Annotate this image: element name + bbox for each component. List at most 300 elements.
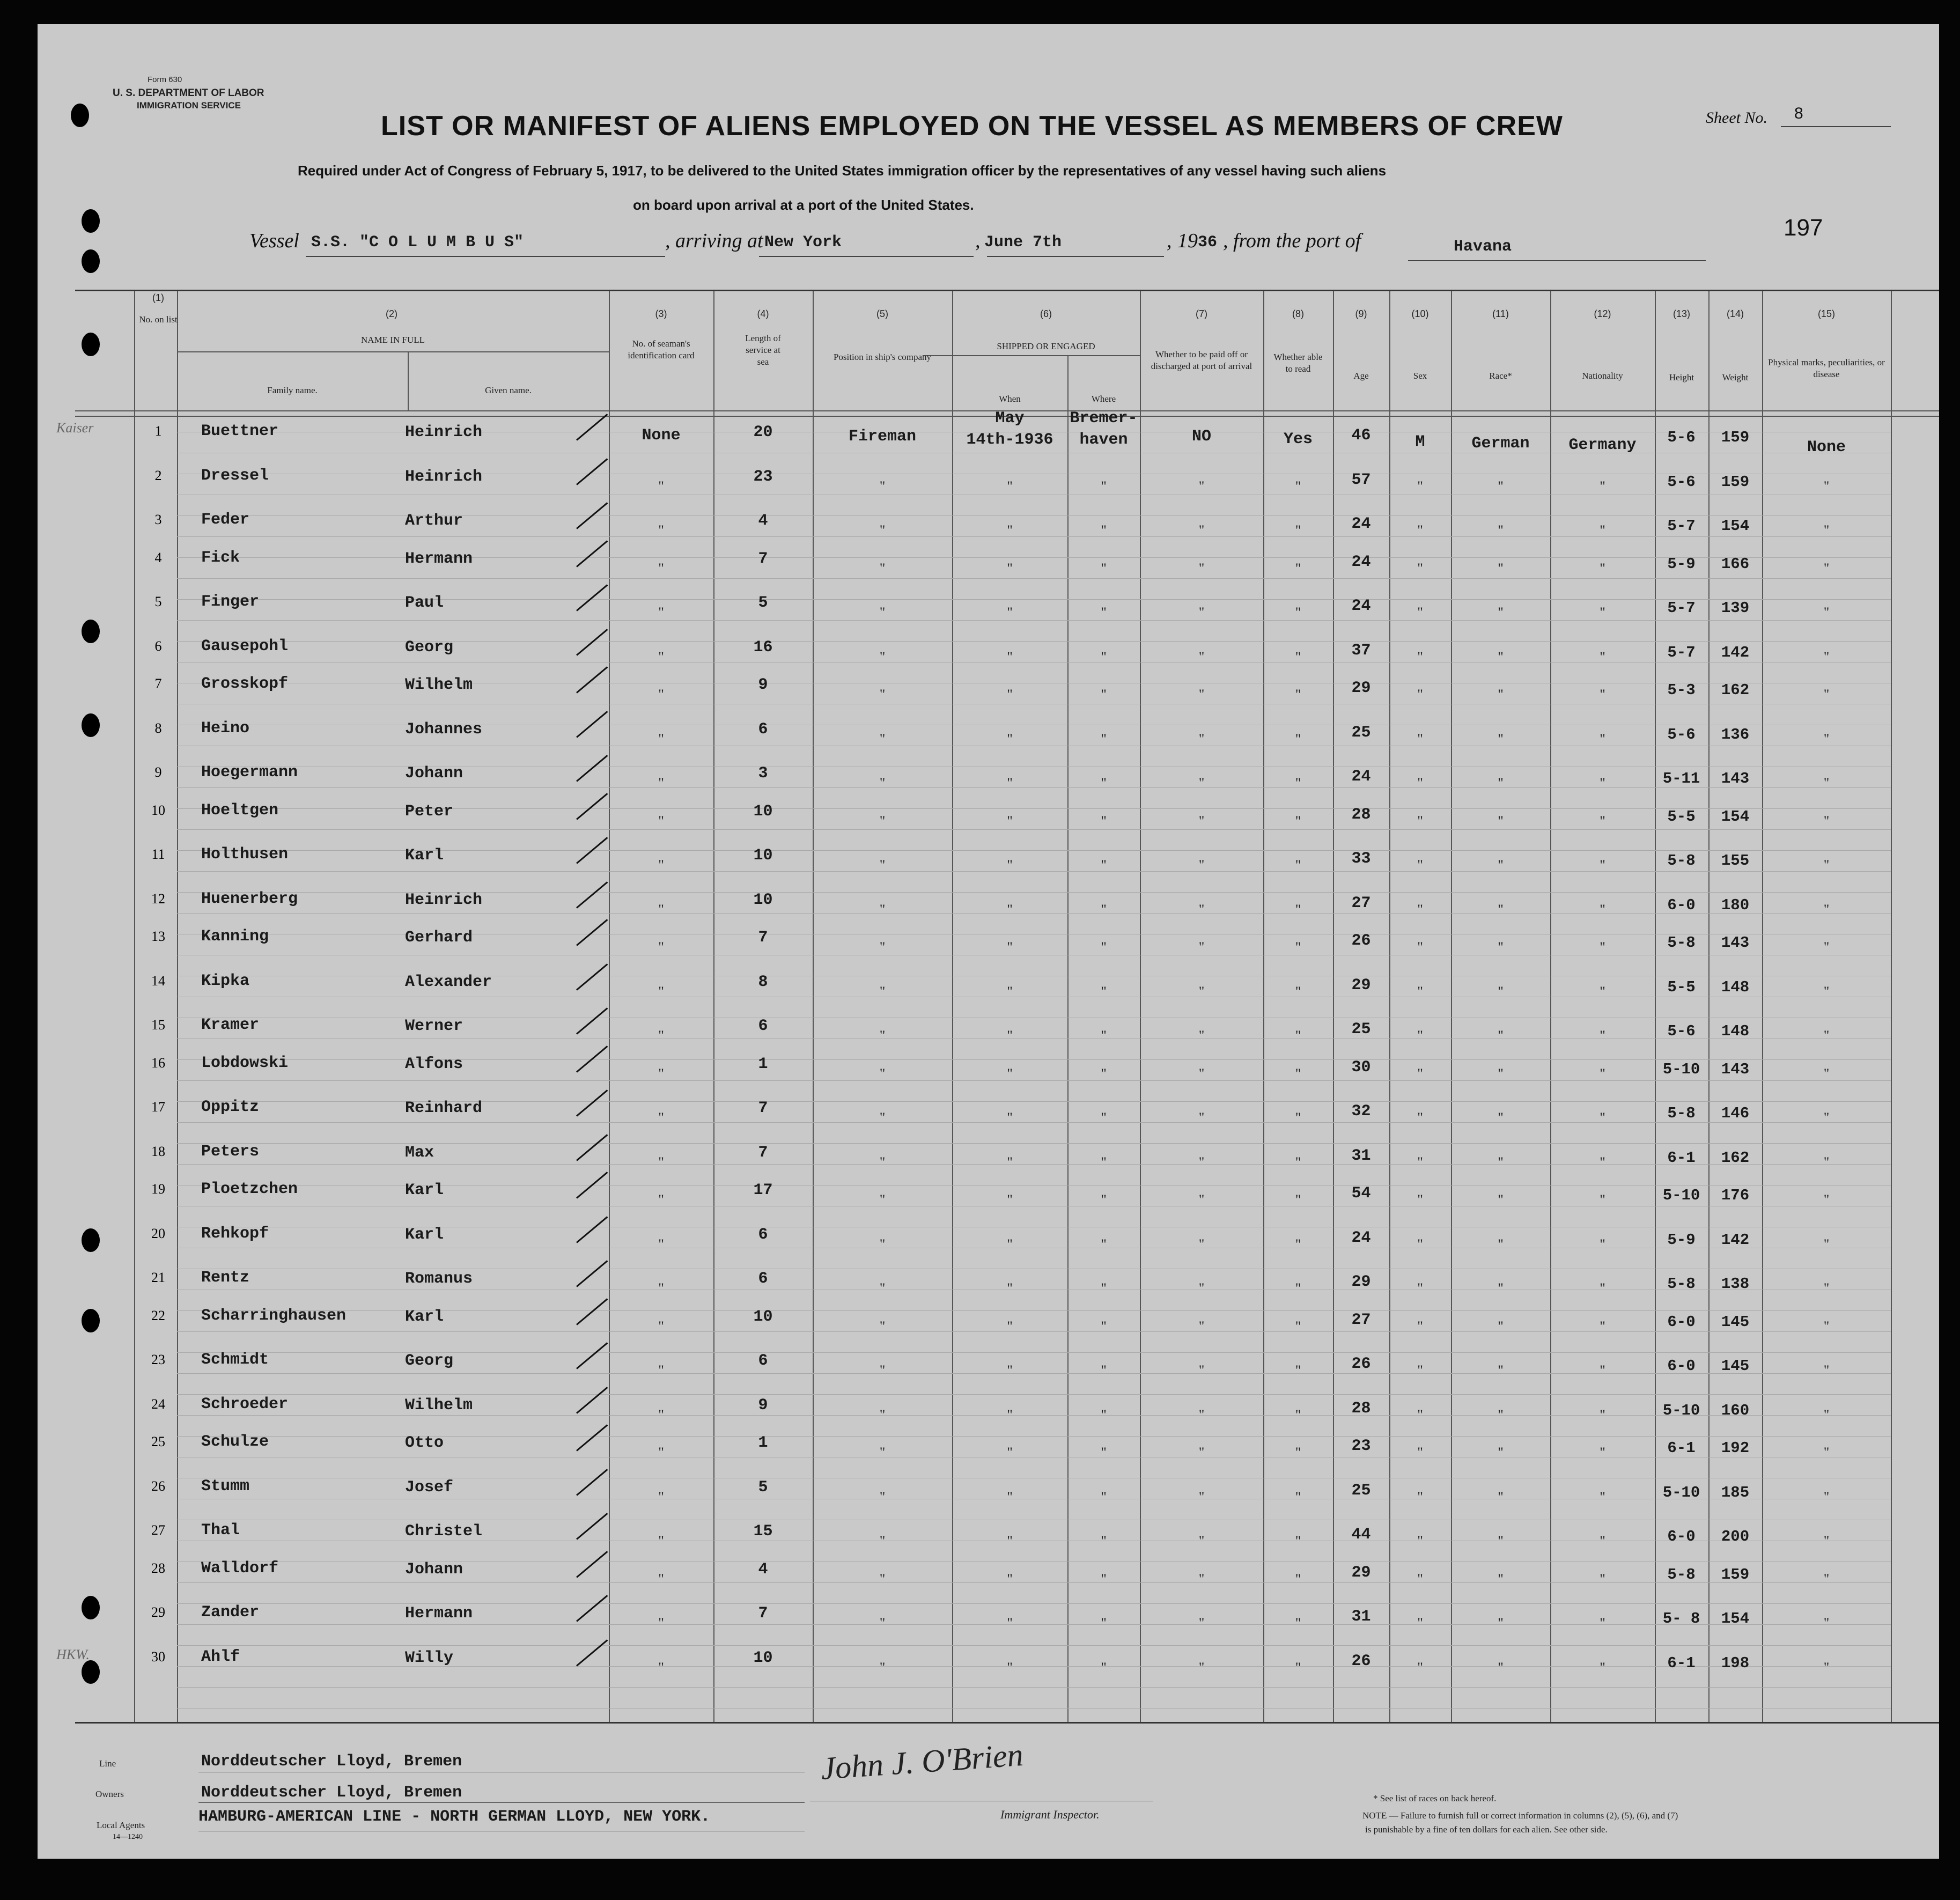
ditto-mark-race: ": [1498, 605, 1504, 620]
ditto-mark-when: ": [1007, 902, 1013, 917]
ditto-mark-sex: ": [1417, 561, 1423, 576]
ditto-mark-nationality: ": [1600, 1489, 1605, 1505]
ditto-mark-nationality: ": [1600, 984, 1605, 999]
service-length: 1: [758, 1434, 768, 1452]
agents-code: 14—1240: [113, 1833, 143, 1841]
ditto-mark-sex: ": [1417, 522, 1423, 538]
ditto-mark-sex: ": [1417, 1319, 1423, 1334]
ditto-mark-where: ": [1101, 1660, 1107, 1675]
given-name: Max: [405, 1144, 434, 1162]
family-name: Fick: [201, 549, 240, 567]
family-name: Schmidt: [201, 1351, 269, 1369]
row-number: 2: [154, 468, 162, 483]
ditto-mark-physical: ": [1823, 1407, 1830, 1423]
col-head-paid-off: Whether to be paid off or discharged at port of arrival: [1151, 349, 1252, 371]
ditto-mark-where: ": [1101, 1319, 1107, 1334]
ruled-line: [177, 829, 1891, 830]
age: 26: [1351, 932, 1371, 950]
service-length: 5: [758, 594, 768, 612]
age: 23: [1351, 1437, 1371, 1455]
row-number: 3: [154, 512, 162, 527]
ditto-mark-physical: ": [1823, 478, 1830, 494]
service-length: 10: [753, 1649, 773, 1667]
given-name: Heinrich: [405, 468, 483, 486]
ditto-mark-read: ": [1295, 1407, 1301, 1423]
col-num-2: (2): [386, 308, 397, 319]
row-number: 10: [151, 802, 165, 818]
column-divider: [609, 291, 610, 1722]
ditto-mark-where: ": [1101, 1533, 1107, 1549]
ditto-mark-physical: ": [1823, 1615, 1830, 1631]
given-name: Paul: [405, 594, 444, 612]
ditto-mark-where: ": [1101, 1363, 1107, 1378]
table-bottom-border: [75, 1722, 1939, 1724]
ditto-mark-when: ": [1007, 1660, 1013, 1675]
given-name: Karl: [405, 846, 444, 865]
height: 6-1: [1667, 1149, 1696, 1167]
height: 6-0: [1667, 1528, 1696, 1545]
ditto-mark-where: ": [1101, 1280, 1107, 1296]
ditto-mark-position: ": [879, 649, 886, 665]
ditto-mark-read: ": [1295, 1028, 1301, 1043]
ditto-mark-id: ": [658, 1489, 664, 1505]
ditto-mark-where: ": [1101, 775, 1107, 791]
ditto-mark-where: ": [1101, 902, 1107, 917]
weight: 148: [1721, 978, 1750, 996]
ditto-mark-paid: ": [1198, 775, 1205, 791]
fine-note-2: is punishable by a fine of ten dollars for each alien. See other side.: [1365, 1824, 1608, 1835]
ditto-mark-position: ": [879, 984, 886, 999]
ditto-mark-where: ": [1101, 1407, 1107, 1423]
row-number: 7: [154, 676, 162, 691]
ditto-mark-physical: ": [1823, 605, 1830, 620]
ditto-mark-position: ": [879, 1363, 886, 1378]
row1-sex: M: [1415, 433, 1425, 451]
service-length: 7: [758, 1604, 768, 1623]
ditto-mark-sex: ": [1417, 1533, 1423, 1549]
ditto-mark-race: ": [1498, 1571, 1504, 1587]
weight: 138: [1721, 1275, 1750, 1293]
weight: 142: [1721, 644, 1750, 661]
ditto-mark-sex: ": [1417, 1615, 1423, 1631]
service-length: 7: [758, 1099, 768, 1117]
age: 32: [1351, 1102, 1371, 1121]
row-number: 25: [151, 1434, 165, 1449]
ditto-mark-paid: ": [1198, 1407, 1205, 1423]
col-head-age: Age: [1353, 371, 1369, 381]
check-mark: [576, 458, 608, 485]
ditto-mark-position: ": [879, 939, 886, 955]
ditto-mark-sex: ": [1417, 939, 1423, 955]
ditto-mark-sex: ": [1417, 1192, 1423, 1207]
ditto-mark-where: ": [1101, 1154, 1107, 1170]
height: 5-8: [1667, 1275, 1696, 1293]
height: 5-8: [1667, 1104, 1696, 1122]
height: 6-0: [1667, 896, 1696, 914]
ditto-mark-race: ": [1498, 1660, 1504, 1675]
weight: 142: [1721, 1231, 1750, 1249]
ditto-mark-position: ": [879, 1192, 886, 1207]
ditto-mark-read: ": [1295, 1110, 1301, 1125]
sheet-label: Sheet No.: [1706, 109, 1767, 127]
check-mark: [576, 1551, 608, 1578]
ditto-mark-race: ": [1498, 1110, 1504, 1125]
ditto-mark-race: ": [1498, 1280, 1504, 1296]
weight: 192: [1721, 1439, 1750, 1457]
col-num-3: (3): [655, 308, 667, 319]
ditto-mark-read: ": [1295, 605, 1301, 620]
ditto-mark-id: ": [658, 649, 664, 665]
ditto-mark-nationality: ": [1600, 478, 1605, 494]
ditto-mark-physical: ": [1823, 1110, 1830, 1125]
col-head-id-card: No. of seaman's identification card: [628, 338, 695, 360]
ditto-mark-nationality: ": [1600, 1363, 1605, 1378]
ditto-mark-paid: ": [1198, 813, 1205, 829]
family-name: Heino: [201, 719, 250, 738]
height: 6-0: [1667, 1357, 1696, 1375]
service-length: 10: [753, 891, 773, 909]
height: 5-10: [1662, 1402, 1700, 1419]
service-length: 10: [753, 802, 773, 821]
ditto-mark-where: ": [1101, 605, 1107, 620]
column-divider: [1762, 291, 1763, 1722]
ditto-mark-id: ": [658, 1192, 664, 1207]
ditto-mark-race: ": [1498, 1319, 1504, 1334]
col-num-9: (9): [1355, 308, 1367, 319]
column-divider: [952, 291, 953, 1722]
ditto-mark-when: ": [1007, 731, 1013, 747]
height: 6-0: [1667, 1313, 1696, 1331]
ditto-mark-where: ": [1101, 1192, 1107, 1207]
given-name: Karl: [405, 1308, 444, 1326]
family-name: Lobdowski: [201, 1054, 289, 1072]
age: 30: [1351, 1058, 1371, 1077]
ditto-mark-paid: ": [1198, 731, 1205, 747]
service-length: 7: [758, 1144, 768, 1162]
family-name: Schulze: [201, 1433, 269, 1451]
weight: 154: [1721, 808, 1750, 826]
ditto-mark-read: ": [1295, 1445, 1301, 1460]
ditto-mark-read: ": [1295, 857, 1301, 873]
service-length: 20: [753, 423, 773, 441]
punch-hole: [82, 1596, 100, 1619]
ditto-mark-sex: ": [1417, 813, 1423, 829]
col-head-shipped: SHIPPED OR ENGAGED: [997, 341, 1095, 351]
col-head-nationality: Nationality: [1582, 371, 1623, 381]
ditto-mark-id: ": [658, 561, 664, 576]
ditto-mark-position: ": [879, 1445, 886, 1460]
line-label: Line: [99, 1758, 116, 1769]
ditto-mark-where: ": [1101, 478, 1107, 494]
ditto-mark-paid: ": [1198, 1489, 1205, 1505]
weight: 176: [1721, 1187, 1750, 1204]
col-head-able-read: Whether able to read: [1273, 352, 1323, 374]
ditto-mark-paid: ": [1198, 1236, 1205, 1252]
ditto-mark-paid: ": [1198, 1110, 1205, 1125]
family-name: Peters: [201, 1143, 260, 1161]
ditto-mark-race: ": [1498, 1407, 1504, 1423]
ditto-mark-when: ": [1007, 1236, 1013, 1252]
punch-hole: [82, 1228, 100, 1252]
ditto-mark-id: ": [658, 1280, 664, 1296]
age: 24: [1351, 597, 1371, 615]
row-number: 19: [151, 1181, 165, 1197]
ditto-mark-paid: ": [1198, 522, 1205, 538]
ditto-mark-when: ": [1007, 1028, 1013, 1043]
ditto-mark-read: ": [1295, 902, 1301, 917]
ditto-mark-sex: ": [1417, 775, 1423, 791]
from-label: , from the port of: [1223, 230, 1361, 252]
ditto-mark-position: ": [879, 775, 886, 791]
age: 28: [1351, 806, 1371, 824]
ditto-mark-nationality: ": [1600, 1571, 1605, 1587]
ditto-mark-id: ": [658, 1445, 664, 1460]
row-number: 29: [151, 1604, 165, 1620]
family-name: Oppitz: [201, 1098, 260, 1116]
ditto-mark-id: ": [658, 1028, 664, 1043]
ditto-mark-sex: ": [1417, 1407, 1423, 1423]
given-name: Hermann: [405, 1604, 473, 1623]
owners-label: Owners: [95, 1789, 124, 1799]
given-name: Romanus: [405, 1270, 473, 1288]
given-name: Johann: [405, 764, 463, 783]
row-number: 4: [154, 550, 162, 565]
service-length: 17: [753, 1181, 773, 1199]
ruled-line: [177, 1645, 1891, 1646]
age: 26: [1351, 1355, 1371, 1373]
age: 24: [1351, 1229, 1371, 1247]
ditto-mark-position: ": [879, 1615, 886, 1631]
ditto-mark-sex: ": [1417, 984, 1423, 999]
ditto-mark-when: ": [1007, 687, 1013, 702]
check-mark: [576, 1387, 608, 1414]
race-note: * See list of races on back hereof.: [1373, 1793, 1497, 1803]
check-mark: [576, 666, 608, 694]
ditto-mark-nationality: ": [1600, 687, 1605, 702]
age: 54: [1351, 1184, 1371, 1203]
given-name: Wilhelm: [405, 1396, 473, 1415]
ditto-mark-physical: ": [1823, 649, 1830, 665]
ditto-mark-where: ": [1101, 1615, 1107, 1631]
margin-note-row1: Kaiser: [56, 420, 94, 436]
col-head-height: Height: [1669, 372, 1694, 382]
row1-id-card: None: [642, 426, 681, 445]
column-divider: [177, 291, 178, 1722]
given-name: Alexander: [405, 973, 492, 991]
ditto-mark-position: ": [879, 522, 886, 538]
family-name: Zander: [201, 1603, 260, 1622]
family-name: Kramer: [201, 1016, 260, 1034]
ditto-mark-physical: ": [1823, 939, 1830, 955]
ditto-mark-position: ": [879, 1154, 886, 1170]
family-name: Kipka: [201, 972, 250, 990]
row-number: 11: [151, 846, 165, 862]
given-name: Alfons: [405, 1055, 463, 1073]
punch-hole: [82, 1309, 100, 1332]
ditto-mark-id: ": [658, 1615, 664, 1631]
col-num-4: (4): [757, 308, 769, 319]
age: 37: [1351, 642, 1371, 660]
ditto-mark-race: ": [1498, 1154, 1504, 1170]
punch-hole: [82, 1660, 100, 1684]
ditto-mark-physical: ": [1823, 1154, 1830, 1170]
ditto-mark-when: ": [1007, 1066, 1013, 1081]
ditto-mark-id: ": [658, 857, 664, 873]
ditto-mark-position: ": [879, 1066, 886, 1081]
ditto-mark-where: ": [1101, 1236, 1107, 1252]
family-name: Hoegermann: [201, 763, 298, 782]
ditto-mark-race: ": [1498, 1028, 1504, 1043]
ditto-mark-race: ": [1498, 1445, 1504, 1460]
check-mark: [576, 1007, 608, 1035]
row-number: 9: [154, 764, 162, 780]
age: 27: [1351, 894, 1371, 912]
ditto-mark-nationality: ": [1600, 1236, 1605, 1252]
ditto-mark-id: ": [658, 687, 664, 702]
punch-hole: [71, 104, 89, 127]
ditto-mark-race: ": [1498, 1363, 1504, 1378]
family-name: Finger: [201, 593, 260, 611]
ditto-mark-where: ": [1101, 939, 1107, 955]
ditto-mark-race: ": [1498, 687, 1504, 702]
ditto-mark-when: ": [1007, 813, 1013, 829]
column-divider: [408, 351, 409, 410]
ditto-mark-physical: ": [1823, 1571, 1830, 1587]
ditto-mark-nationality: ": [1600, 1192, 1605, 1207]
family-name: Thal: [201, 1521, 240, 1540]
ditto-mark-physical: ": [1823, 1066, 1830, 1081]
vessel-underline: [306, 256, 665, 257]
check-mark: [576, 1595, 608, 1622]
column-divider: [1140, 291, 1141, 1722]
given-name: Hermann: [405, 550, 473, 568]
ditto-mark-sex: ": [1417, 1363, 1423, 1378]
row-number: 18: [151, 1144, 165, 1159]
ruled-line: [177, 578, 1891, 579]
ditto-mark-id: ": [658, 1363, 664, 1378]
ditto-mark-nationality: ": [1600, 1154, 1605, 1170]
margin-note-row30: HKW.: [56, 1647, 90, 1662]
ditto-mark-where: ": [1101, 813, 1107, 829]
ditto-mark-position: ": [879, 1407, 886, 1423]
ditto-mark-paid: ": [1198, 939, 1205, 955]
ditto-mark-id: ": [658, 813, 664, 829]
given-name: Georg: [405, 1352, 454, 1370]
row-number: 13: [151, 929, 165, 944]
ditto-mark-read: ": [1295, 649, 1301, 665]
ditto-mark-physical: ": [1823, 687, 1830, 702]
family-name: Holthusen: [201, 845, 289, 864]
ditto-mark-paid: ": [1198, 1533, 1205, 1549]
row-number: 28: [151, 1560, 165, 1576]
ditto-mark-paid: ": [1198, 1192, 1205, 1207]
age: 29: [1351, 976, 1371, 995]
col-head-sex: Sex: [1413, 371, 1427, 381]
family-name: Hoeltgen: [201, 801, 279, 820]
punch-hole: [82, 333, 100, 356]
family-name: Stumm: [201, 1477, 250, 1496]
ditto-mark-position: ": [879, 902, 886, 917]
ditto-mark-race: ": [1498, 561, 1504, 576]
punch-hole: [82, 620, 100, 643]
ditto-mark-id: ": [658, 1533, 664, 1549]
check-mark: [576, 1342, 608, 1369]
weight: 143: [1721, 934, 1750, 952]
ditto-mark-read: ": [1295, 522, 1301, 538]
given-name: Karl: [405, 1181, 444, 1199]
ditto-mark-sex: ": [1417, 687, 1423, 702]
height: 6-1: [1667, 1654, 1696, 1672]
ditto-mark-read: ": [1295, 1236, 1301, 1252]
ditto-mark-sex: ": [1417, 1445, 1423, 1460]
ditto-mark-paid: ": [1198, 1363, 1205, 1378]
family-name: Grosskopf: [201, 675, 289, 693]
height: 5-8: [1667, 1566, 1696, 1584]
age: 25: [1351, 1482, 1371, 1500]
col-head-no: No. on list: [139, 314, 178, 325]
service-length: 1: [758, 1055, 768, 1073]
check-mark: [576, 540, 608, 568]
ditto-mark-nationality: ": [1600, 857, 1605, 873]
ditto-mark-read: ": [1295, 1192, 1301, 1207]
service-length: 9: [758, 676, 768, 694]
age: 24: [1351, 768, 1371, 786]
subtitle-line-2: on board upon arrival at a port of the United States.: [633, 197, 974, 213]
given-name: Arthur: [405, 512, 463, 530]
ditto-mark-sex: ": [1417, 1236, 1423, 1252]
service-length: 6: [758, 1017, 768, 1035]
ditto-mark-sex: ": [1417, 1489, 1423, 1505]
ditto-mark-sex: ": [1417, 1660, 1423, 1675]
row1-where-2: haven: [1079, 431, 1128, 449]
ditto-mark-paid: ": [1198, 1319, 1205, 1334]
given-name: Johann: [405, 1560, 463, 1579]
ditto-mark-physical: ": [1823, 902, 1830, 917]
col-num-6: (6): [1040, 308, 1052, 319]
ditto-mark-when: ": [1007, 1615, 1013, 1631]
row-number: 21: [151, 1270, 165, 1285]
weight: 143: [1721, 770, 1750, 787]
height: 5-7: [1667, 599, 1696, 617]
check-mark: [576, 1469, 608, 1496]
service-length: 23: [753, 468, 773, 486]
ditto-mark-sex: ": [1417, 478, 1423, 494]
age: 25: [1351, 724, 1371, 742]
check-mark: [576, 1260, 608, 1287]
height: 5-6: [1667, 726, 1696, 743]
height: 5-7: [1667, 644, 1696, 661]
agency-name: U. S. DEPARTMENT OF LABOR: [113, 87, 264, 99]
ditto-mark-id: ": [658, 1319, 664, 1334]
col-head-family: Family name.: [267, 385, 318, 395]
ditto-mark-when: ": [1007, 1489, 1013, 1505]
height: 5-9: [1667, 555, 1696, 573]
ditto-mark-id: ": [658, 605, 664, 620]
ditto-mark-nationality: ": [1600, 902, 1605, 917]
ditto-mark-race: ": [1498, 1236, 1504, 1252]
ditto-mark-physical: ": [1823, 561, 1830, 576]
vessel-label: Vessel: [249, 230, 299, 252]
service-length: 3: [758, 764, 768, 783]
ditto-mark-when: ": [1007, 478, 1013, 494]
row-number: 16: [151, 1055, 165, 1071]
ditto-mark-physical: ": [1823, 857, 1830, 873]
ditto-mark-when: ": [1007, 1154, 1013, 1170]
given-name: Christel: [405, 1522, 483, 1541]
height: 5-5: [1667, 978, 1696, 996]
ditto-mark-when: ": [1007, 1280, 1013, 1296]
ditto-mark-physical: ": [1823, 1489, 1830, 1505]
